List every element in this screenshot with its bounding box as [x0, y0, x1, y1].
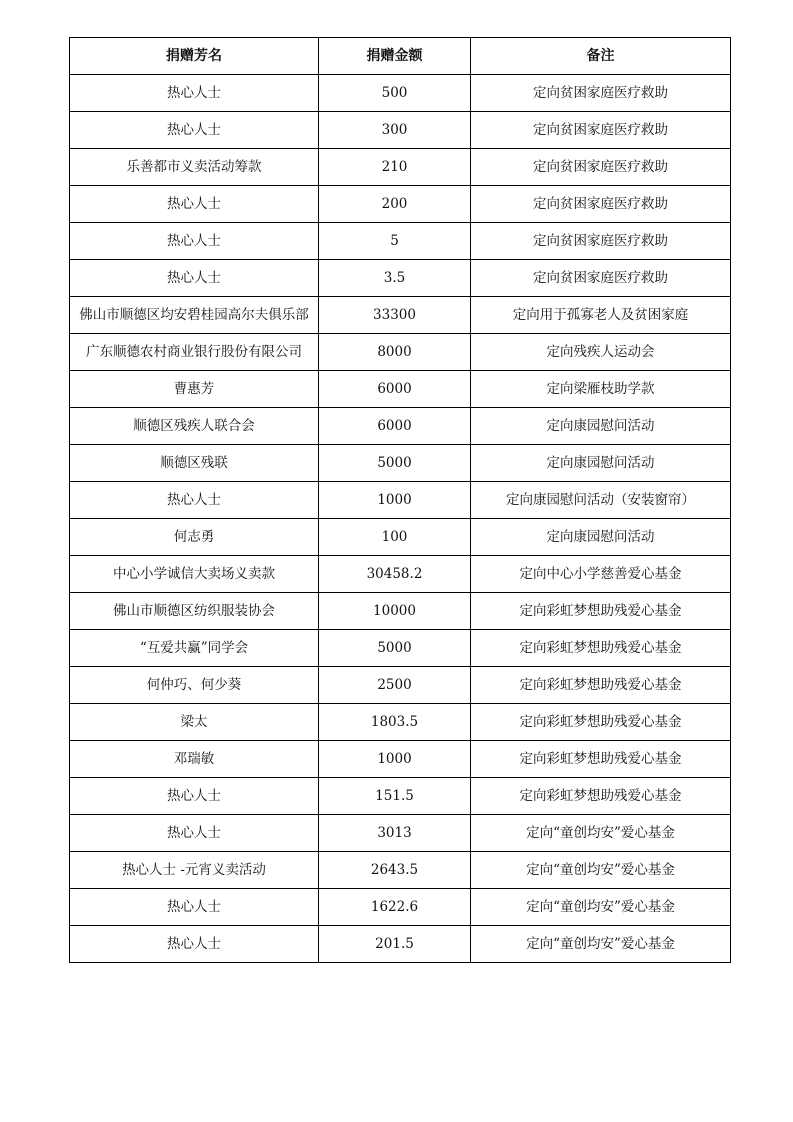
cell-donation-amount: 3.5 — [319, 260, 471, 297]
cell-donation-amount: 3013 — [319, 815, 471, 852]
cell-note: 定向彩虹梦想助残爱心基金 — [471, 741, 731, 778]
table-row — [70, 778, 731, 815]
table-row — [70, 75, 731, 112]
cell-note: 定向“童创均安”爱心基金 — [471, 889, 731, 926]
cell-donation-amount: 10000 — [319, 593, 471, 630]
cell-donation-amount: 2500 — [319, 667, 471, 704]
cell-donation-amount: 500 — [319, 75, 471, 112]
cell-donor-name: 广东顺德农村商业银行股份有限公司 — [70, 334, 319, 371]
cell-note: 定向梁雁枝助学款 — [471, 371, 731, 408]
table-row — [70, 630, 731, 667]
table-row — [70, 445, 731, 482]
table-row — [70, 297, 731, 334]
cell-note: 定向中心小学慈善爱心基金 — [471, 556, 731, 593]
table-row — [70, 112, 731, 149]
cell-note: 定向贫困家庭医疗救助 — [471, 186, 731, 223]
cell-donation-amount: 100 — [319, 519, 471, 556]
cell-note: 定向彩虹梦想助残爱心基金 — [471, 630, 731, 667]
cell-donation-amount: 6000 — [319, 371, 471, 408]
table-row — [70, 334, 731, 371]
cell-donation-amount: 5000 — [319, 630, 471, 667]
cell-donor-name: 热心人士 — [70, 112, 319, 149]
table-row — [70, 889, 731, 926]
cell-donation-amount: 201.5 — [319, 926, 471, 963]
cell-donor-name: 何志勇 — [70, 519, 319, 556]
cell-donation-amount: 8000 — [319, 334, 471, 371]
cell-donor-name: 邓瑞敏 — [70, 741, 319, 778]
cell-note: 定向康园慰问活动 — [471, 408, 731, 445]
cell-donation-amount: 300 — [319, 112, 471, 149]
cell-note: 定向彩虹梦想助残爱心基金 — [471, 593, 731, 630]
cell-donor-name: 热心人士 — [70, 815, 319, 852]
cell-note: 定向贫困家庭医疗救助 — [471, 223, 731, 260]
cell-note: 定向“童创均安”爱心基金 — [471, 926, 731, 963]
cell-donation-amount: 210 — [319, 149, 471, 186]
cell-note: 定向贫困家庭医疗救助 — [471, 260, 731, 297]
header-donor-name: 捐赠芳名 — [70, 38, 319, 75]
cell-donor-name: 曹惠芳 — [70, 371, 319, 408]
cell-donation-amount: 5 — [319, 223, 471, 260]
table-header-row — [70, 38, 731, 75]
cell-donor-name: 热心人士 — [70, 926, 319, 963]
table-row — [70, 667, 731, 704]
table-row — [70, 482, 731, 519]
table-row — [70, 556, 731, 593]
table-row — [70, 852, 731, 889]
table-row — [70, 186, 731, 223]
cell-note: 定向残疾人运动会 — [471, 334, 731, 371]
cell-note: 定向“童创均安”爱心基金 — [471, 815, 731, 852]
cell-note: 定向贫困家庭医疗救助 — [471, 112, 731, 149]
cell-donor-name: 热心人士 — [70, 75, 319, 112]
cell-donor-name: 热心人士 — [70, 778, 319, 815]
table-row — [70, 149, 731, 186]
cell-note: 定向“童创均安”爱心基金 — [471, 852, 731, 889]
donation-sheet — [69, 37, 730, 963]
table-row — [70, 704, 731, 741]
cell-donor-name: 热心人士 — [70, 260, 319, 297]
table-row — [70, 926, 731, 963]
cell-donation-amount: 200 — [319, 186, 471, 223]
cell-donation-amount: 1000 — [319, 741, 471, 778]
cell-donor-name: 中心小学诚信大卖场义卖款 — [70, 556, 319, 593]
cell-donor-name: 佛山市顺德区均安碧桂园高尔夫俱乐部 — [70, 297, 319, 334]
cell-donation-amount: 2643.5 — [319, 852, 471, 889]
cell-note: 定向贫困家庭医疗救助 — [471, 75, 731, 112]
donation-table — [69, 37, 731, 963]
cell-donation-amount: 30458.2 — [319, 556, 471, 593]
cell-donor-name: 佛山市顺德区纺织服装协会 — [70, 593, 319, 630]
header-note: 备注 — [471, 38, 731, 75]
cell-note: 定向康园慰问活动 — [471, 519, 731, 556]
cell-donation-amount: 1803.5 — [319, 704, 471, 741]
cell-donor-name: 乐善都市义卖活动筹款 — [70, 149, 319, 186]
cell-donor-name: 热心人士 — [70, 482, 319, 519]
cell-donor-name: 热心人士 -元宵义卖活动 — [70, 852, 319, 889]
table-body — [70, 75, 731, 963]
table-row — [70, 223, 731, 260]
cell-donor-name: 顺德区残联 — [70, 445, 319, 482]
cell-donation-amount: 33300 — [319, 297, 471, 334]
table-row — [70, 260, 731, 297]
table-row — [70, 815, 731, 852]
cell-donation-amount: 151.5 — [319, 778, 471, 815]
cell-donor-name: 热心人士 — [70, 889, 319, 926]
cell-donor-name: “互爱共赢”同学会 — [70, 630, 319, 667]
cell-donation-amount: 1622.6 — [319, 889, 471, 926]
cell-donor-name: 梁太 — [70, 704, 319, 741]
table-row — [70, 371, 731, 408]
cell-note: 定向彩虹梦想助残爱心基金 — [471, 667, 731, 704]
header-donation-amount: 捐赠金额 — [319, 38, 471, 75]
cell-donor-name: 何仲巧、何少葵 — [70, 667, 319, 704]
cell-donation-amount: 5000 — [319, 445, 471, 482]
cell-donation-amount: 6000 — [319, 408, 471, 445]
table-row — [70, 408, 731, 445]
cell-donor-name: 热心人士 — [70, 223, 319, 260]
cell-note: 定向康园慰问活动 — [471, 445, 731, 482]
cell-note: 定向康园慰问活动（安装窗帘） — [471, 482, 731, 519]
cell-donation-amount: 1000 — [319, 482, 471, 519]
cell-note: 定向彩虹梦想助残爱心基金 — [471, 778, 731, 815]
cell-note: 定向彩虹梦想助残爱心基金 — [471, 704, 731, 741]
cell-note: 定向用于孤寡老人及贫困家庭 — [471, 297, 731, 334]
table-row — [70, 741, 731, 778]
cell-donor-name: 顺德区残疾人联合会 — [70, 408, 319, 445]
cell-donor-name: 热心人士 — [70, 186, 319, 223]
cell-note: 定向贫困家庭医疗救助 — [471, 149, 731, 186]
table-row — [70, 593, 731, 630]
table-row — [70, 519, 731, 556]
